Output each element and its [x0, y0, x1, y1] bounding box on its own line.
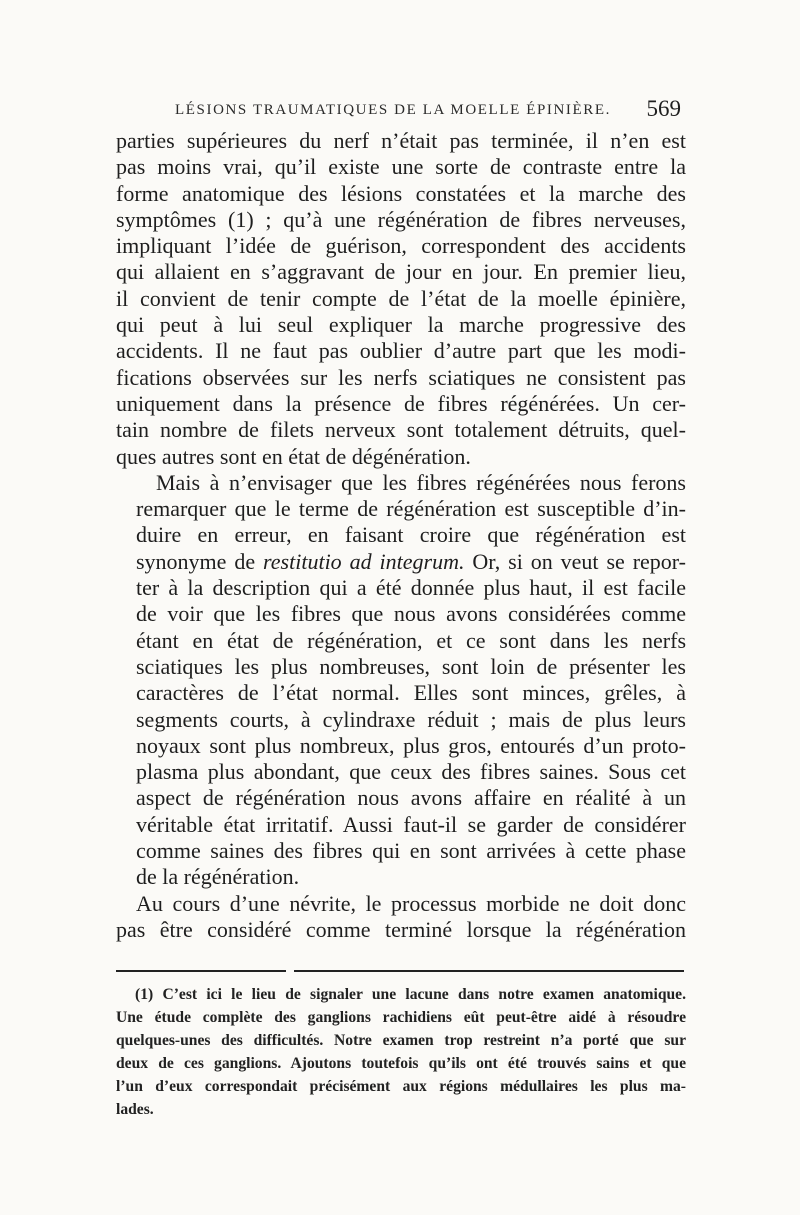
paragraph-2 — [116, 470, 686, 891]
text-line: sciatiques les plus nombreuses, sont loin de présenter les — [136, 653, 686, 679]
text-line: pas moins vrai, qu’il existe une sorte de contraste entre la — [116, 154, 686, 180]
running-title: LÉSIONS TRAUMATIQUES DE LA MOELLE ÉPINIÈRE. — [175, 102, 612, 118]
footnote-separator — [116, 970, 286, 972]
text-line: véritable état irritatif. Aussi faut-il se garder de considérer — [136, 811, 686, 837]
text-line: remarquer que le terme de régénération est susceptible d’in- — [136, 496, 686, 522]
footnote-line: Une étude complète des ganglions rachidiens eût peut-être aidé à résoudre — [116, 1009, 686, 1026]
text-line: tain nombre de filets nerveux sont totalement détruits, quel- — [116, 417, 686, 443]
text-line: parties supérieures du nerf n’était pas terminée, il n’en est — [116, 128, 686, 153]
text-line: ter à la description qui a été donnée plus haut, il est facile — [136, 575, 686, 601]
text-line: plasma plus abondant, que ceux des fibres saines. Sous cet — [136, 759, 686, 785]
paragraph-1 — [116, 128, 686, 470]
text-line: comme saines des fibres qui en sont arrivées à cette phase — [136, 838, 686, 864]
footnote-line: deux de ces ganglions. Ajoutons toutefois qu’ils ont été trouvés sains et que — [116, 1055, 686, 1072]
paragraph-3 — [116, 891, 686, 944]
footnote-line: (1) C’est ici le lieu de signaler une lacune dans notre examen anatomique. — [135, 986, 686, 1003]
text-line: ques autres sont en état de dégénération. — [116, 443, 471, 469]
text-line: forme anatomique des lésions constatées et la marche des — [116, 180, 686, 206]
text-line: uniquement dans la présence de fibres régénérées. Un cer- — [116, 390, 686, 416]
text-segment: Or, si on veut se repor- — [464, 548, 687, 574]
footnote — [116, 983, 686, 1121]
footnote-line: lades. — [116, 1101, 154, 1118]
text-line: fications observées sur les nerfs sciatiques ne consistent pas — [116, 364, 686, 390]
text-line: aspect de régénération nous avons affaire en réalité à un — [136, 785, 686, 811]
text-line-with-italic — [116, 549, 686, 575]
page-header — [117, 96, 683, 126]
main-text — [116, 128, 686, 943]
text-line: de la régénération. — [136, 864, 300, 890]
text-line: étant en état de régénération, et ce sont dans les nerfs — [136, 627, 686, 653]
text-line: il convient de tenir compte de l’état de la moelle épinière, — [116, 285, 686, 311]
text-line: segments courts, à cylindraxe réduit ; mais de plus leurs — [136, 706, 686, 732]
text-line: accidents. Il ne faut pas oublier d’autre part que les modi- — [116, 338, 686, 364]
text-line: qui peut à lui seul expliquer la marche progressive des — [116, 312, 686, 338]
text-line: impliquant l’idée de guérison, correspondent des accidents — [116, 233, 686, 259]
footnote-line: l’un d’eux correspondait précisément aux régions médullaires les plus ma- — [116, 1078, 686, 1095]
text-line: caractères de l’état normal. Elles sont minces, grêles, à — [136, 680, 686, 706]
text-line: de voir que les fibres que nous avons considérées comme — [136, 601, 686, 627]
latin-phrase: restitutio ad integrum. — [263, 548, 465, 574]
text-line: Au cours d’une névrite, le processus morbide ne doit donc — [136, 890, 686, 916]
text-segment: synonyme de — [136, 548, 264, 574]
text-line: symptômes (1) ; qu’à une régénération de fibres nerveuses, — [116, 206, 686, 232]
text-line: pas être considéré comme terminé lorsque la régénération — [116, 916, 686, 942]
text-line: qui allaient en s’aggravant de jour en jour. En premier lieu, — [116, 259, 686, 285]
page-number: 569 — [646, 96, 681, 121]
text-line: duire en erreur, en faisant croire que régénération est — [136, 522, 686, 548]
footnote-line: quelques-unes des difficultés. Notre examen trop restreint n’a porté que sur — [116, 1032, 686, 1049]
footnote-separator — [294, 970, 684, 972]
text-line: Mais à n’envisager que les fibres régénérées nous ferons — [156, 469, 686, 495]
text-line: noyaux sont plus nombreux, plus gros, entourés d’un proto- — [136, 732, 686, 758]
